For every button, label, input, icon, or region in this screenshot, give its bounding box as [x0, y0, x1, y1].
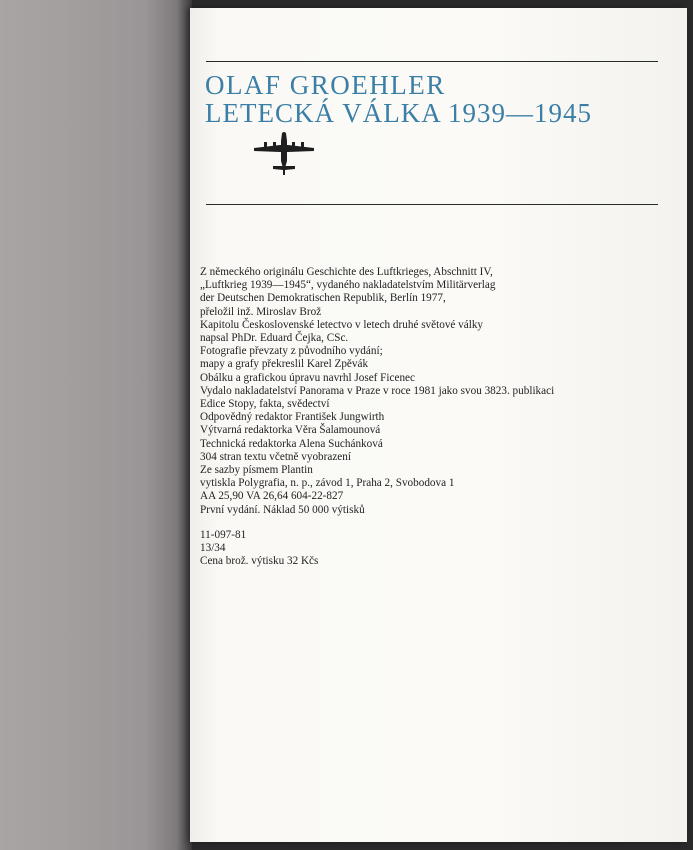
code-line: 11-097-81 — [200, 528, 247, 541]
imprint-line: mapy a grafy překreslil Karel Zpěvák — [200, 358, 369, 371]
imprint-line: der Deutschen Demokratischen Republik, Berlín 1977, — [200, 292, 446, 305]
price-line: Cena brož. výtisku 32 Kčs — [200, 555, 319, 568]
imprint-line: AA 25,90 VA 26,64 604-22-827 — [200, 490, 344, 503]
imprint-line: přeložil inž. Miroslav Brož — [200, 305, 322, 318]
imprint-line: První vydání. Náklad 50 000 výtisků — [200, 503, 365, 516]
imprint-line: Kapitolu Československé letectvo v letech druhé světové války — [200, 318, 484, 331]
bomber-plane-icon — [252, 131, 316, 177]
left-page — [0, 0, 192, 850]
imprint-line: Ze sazby písmem Plantin — [200, 464, 313, 477]
imprint-line: 304 stran textu včetně vyobrazení — [200, 450, 351, 463]
imprint-line: Výtvarná redaktorka Věra Šalamounová — [200, 424, 381, 437]
imprint-line: vytiskla Polygrafia, n. p., závod 1, Praha 2, Svobodova 1 — [200, 477, 455, 490]
imprint-line: Obálku a grafickou úpravu navrhl Josef Ficenec — [200, 371, 415, 384]
imprint-line: Vydalo nakladatelství Panorama v Praze v roce 1981 jako svou 3823. publikaci — [200, 384, 555, 397]
book-author: OLAF GROEHLER — [205, 70, 446, 100]
imprint-line: Fotografie převzaty z původního vydání; — [200, 345, 383, 358]
imprint-line: Edice Stopy, fakta, svědectví — [200, 398, 330, 411]
imprint-block — [200, 266, 670, 568]
imprint-line: Technická redaktorka Alena Suchánková — [200, 437, 383, 450]
imprint-line: „Luftkrieg 1939—1945“, vydaného nakladatelstvím Militärverlag — [200, 279, 496, 292]
imprint-spacer — [200, 517, 670, 529]
bottom-rule — [206, 204, 658, 205]
imprint-line: napsal PhDr. Eduard Čejka, CSc. — [200, 332, 349, 345]
top-rule — [206, 61, 658, 62]
imprint-line: Odpovědný redaktor František Jungwirth — [200, 411, 385, 424]
book-title: LETECKÁ VÁLKA 1939—1945 — [205, 98, 592, 128]
imprint-line: Z německého originálu Geschichte des Luftkrieges, Abschnitt IV, — [200, 266, 493, 278]
code-line: 13/34 — [200, 542, 226, 555]
